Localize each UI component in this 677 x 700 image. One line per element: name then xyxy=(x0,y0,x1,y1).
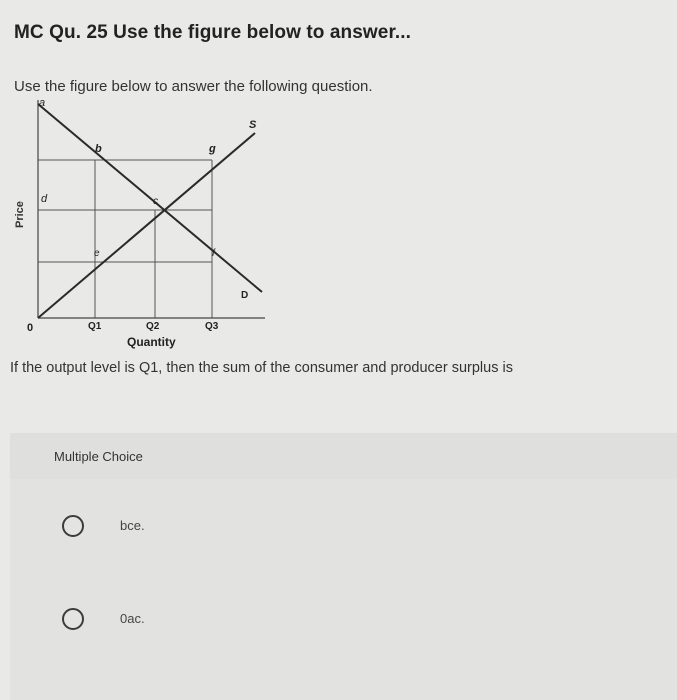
point-label-g: g xyxy=(209,143,216,155)
supply-curve xyxy=(38,133,255,318)
x-axis-label: Quantity xyxy=(127,335,176,349)
point-label-a: a xyxy=(39,97,46,109)
radio-button[interactable] xyxy=(62,608,84,630)
multiple-choice-panel xyxy=(10,433,677,700)
demand-label: D xyxy=(241,290,249,301)
option-label: 0ac. xyxy=(120,611,145,626)
figure-gridlines xyxy=(38,160,212,318)
x-tick-q2: Q2 xyxy=(146,321,160,332)
point-label-c: c xyxy=(153,196,158,207)
question-title: MC Qu. 25 Use the figure below to answer... xyxy=(14,22,412,43)
option-0ac[interactable] xyxy=(62,608,362,638)
option-label: bce. xyxy=(120,518,145,533)
question-prompt: Use the figure below to answer the following question. xyxy=(14,78,373,95)
multiple-choice-header xyxy=(10,433,677,479)
y-axis-label: Price xyxy=(14,201,26,228)
multiple-choice-label: Multiple Choice xyxy=(54,449,143,464)
supply-demand-figure xyxy=(0,95,300,355)
point-label-d: d xyxy=(41,193,48,205)
x-tick-q1: Q1 xyxy=(88,321,102,332)
x-tick-q3: Q3 xyxy=(205,321,219,332)
origin-label: 0 xyxy=(27,322,34,334)
option-bce[interactable] xyxy=(62,515,362,545)
radio-button[interactable] xyxy=(62,515,84,537)
question-text: If the output level is Q1, then the sum of the consumer and producer surplus is xyxy=(10,360,513,376)
point-label-e: e xyxy=(94,248,100,259)
demand-curve xyxy=(38,104,262,292)
point-label-b: b xyxy=(95,143,102,155)
supply-label: S xyxy=(249,119,257,131)
point-label-f: f xyxy=(212,248,215,259)
